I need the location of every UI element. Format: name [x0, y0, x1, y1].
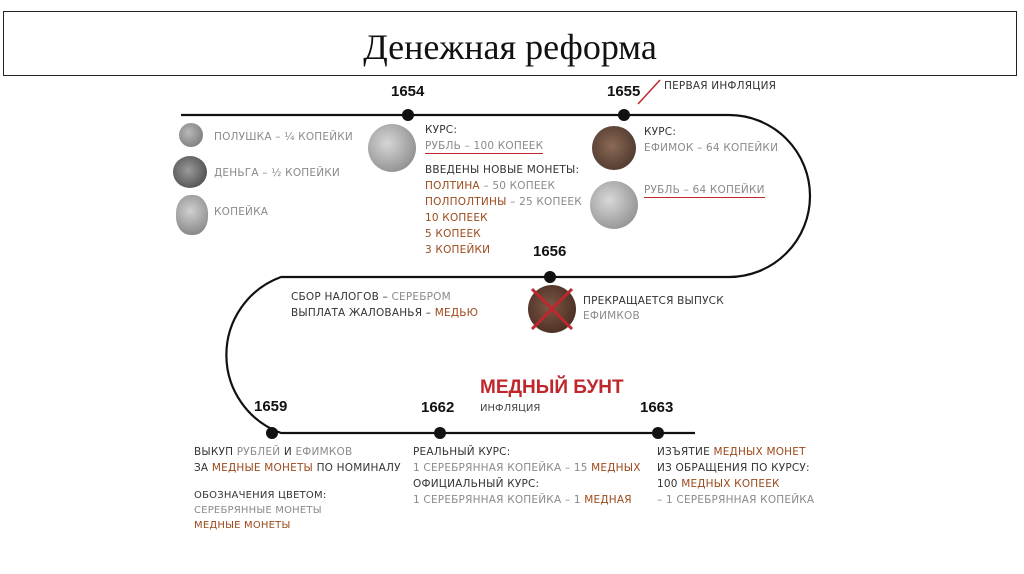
tax-value: СЕРЕБРОМ [391, 291, 451, 303]
legend-silver: СЕРЕБРЯННЫЕ МОНЕТЫ [194, 505, 322, 516]
polushka-coin-icon [179, 123, 203, 147]
ruble-1654-coin-icon [368, 124, 416, 172]
cross-icon [528, 285, 576, 333]
new-coins-label: ВВЕДЕНЫ НОВЫЕ МОНЕТЫ: [425, 164, 580, 176]
year-1655: 1655 [607, 83, 641, 100]
polpoltiny-name: ПОЛПОЛТИНЫ [425, 196, 507, 208]
ruble-1655-coin-icon [590, 181, 638, 229]
denga-label: ДЕНЬГА – ½ КОПЕЙКИ [214, 167, 340, 179]
buyback-copper: МЕДНЫЕ МОНЕТЫ [211, 462, 314, 474]
kopeyka-coin-icon [176, 195, 208, 235]
official-rate-value [413, 492, 632, 508]
withdrawal-copper: МЕДНЫХ МОНЕТ [713, 446, 806, 458]
efimok-coin-icon [592, 126, 636, 170]
kopeyka-label: КОПЕЙКА [214, 206, 269, 218]
salary-label: ВЫПЛАТА ЖАЛОВАНЬЯ – [291, 307, 435, 319]
legend-copper: МЕДНЫЕ МОНЕТЫ [194, 520, 291, 531]
timeline-panel [155, 78, 843, 540]
year-1654: 1654 [391, 83, 425, 100]
stop-issue-line2: ЕФИМКОВ [583, 310, 640, 322]
node-1656 [544, 271, 556, 283]
buyback-and: И [280, 446, 296, 458]
title-box [3, 11, 1017, 76]
poltina-value: – 50 КОПЕЕК [479, 180, 556, 192]
polushka-label: ПОЛУШКА – ¼ КОПЕЙКИ [214, 131, 353, 143]
buyback-nominal: ПО НОМИНАЛУ [313, 462, 401, 474]
year-1662: 1662 [421, 399, 455, 416]
polpoltiny-value: – 25 КОПЕЕК [506, 196, 582, 208]
official-rate-b: МЕДНАЯ [584, 494, 632, 506]
tax-line [291, 289, 451, 305]
five-kopeks: 5 КОПЕЕК [425, 228, 481, 240]
ruble-1655-underlined: РУБЛЬ – 64 КОПЕЙКИ [644, 184, 765, 196]
three-kopeks: 3 КОПЕЙКИ [425, 244, 491, 256]
withdrawal-100: 100 [657, 478, 682, 490]
kurs-1654-value [425, 138, 543, 154]
kurs-1654-underlined: РУБЛЬ – 100 КОПЕЕК [425, 140, 544, 152]
buyback-for: ЗА [194, 462, 212, 474]
legend-title: ОБОЗНАЧЕНИЯ ЦВЕТОМ: [194, 490, 327, 501]
withdrawal-line3 [657, 476, 780, 492]
buyback-a: ВЫКУП [194, 446, 237, 458]
first-inflation-label: ПЕРВАЯ ИНФЛЯЦИЯ [664, 80, 777, 92]
withdrawal-1: – 1 [657, 494, 677, 506]
year-1656: 1656 [533, 243, 567, 260]
node-1654 [402, 109, 414, 121]
node-1663 [652, 427, 664, 439]
kurs-1655-label: КУРС: [644, 126, 677, 138]
buyback-efimki: ЕФИМКОВ [295, 446, 353, 458]
ten-kopeks: 10 КОПЕЕК [425, 212, 488, 224]
year-1659: 1659 [254, 398, 288, 415]
poltina-name: ПОЛТИНА [425, 180, 480, 192]
withdrawal-silver-kopek: СЕРЕБРЯННАЯ КОПЕЙКА [676, 494, 815, 506]
polpoltiny-line [425, 194, 582, 210]
real-rate-a: 1 СЕРЕБРЯННАЯ КОПЕЙКА – 15 [413, 462, 592, 474]
poltina-line [425, 178, 555, 194]
withdrawal-line1 [657, 444, 806, 460]
salary-value: МЕДЬЮ [434, 307, 479, 319]
real-rate-value [413, 460, 641, 476]
official-rate-label: ОФИЦИАЛЬНЫЙ КУРС: [413, 478, 540, 490]
kurs-1654-label: КУРС: [425, 124, 458, 136]
node-1662 [434, 427, 446, 439]
withdrawal-copper-kopeks: МЕДНЫХ КОПЕЕК [681, 478, 780, 490]
efimok-rate: ЕФИМОК – 64 КОПЕЙКИ [644, 142, 779, 154]
copper-riot-title: МЕДНЫЙ БУНТ [480, 377, 624, 398]
withdrawal-line2: ИЗ ОБРАЩЕНИЯ ПО КУРСУ: [657, 462, 810, 474]
buyback-line1 [194, 444, 352, 460]
node-1659 [266, 427, 278, 439]
copper-riot-subtitle: ИНФЛЯЦИЯ [480, 403, 541, 414]
slide-title: Денежная реформа [363, 27, 657, 67]
withdrawal-a: ИЗЪЯТИЕ [657, 446, 714, 458]
inflation-tick [638, 80, 660, 104]
year-1663: 1663 [640, 399, 674, 416]
salary-line [291, 305, 478, 321]
denga-coin-icon [173, 156, 207, 188]
ruble-1655-rate [644, 182, 765, 198]
stop-issue-line1: ПРЕКРАЩАЕТСЯ ВЫПУСК [583, 295, 724, 307]
tax-label: СБОР НАЛОГОВ – [291, 291, 392, 303]
node-1655 [618, 109, 630, 121]
official-rate-a: 1 СЕРЕБРЯННАЯ КОПЕЙКА – 1 [413, 494, 585, 506]
buyback-line2 [194, 460, 401, 476]
buyback-rubles: РУБЛЕЙ [236, 446, 281, 458]
withdrawal-line4 [657, 492, 814, 508]
real-rate-label: РЕАЛЬНЫЙ КУРС: [413, 446, 511, 458]
real-rate-b: МЕДНЫХ [591, 462, 641, 474]
